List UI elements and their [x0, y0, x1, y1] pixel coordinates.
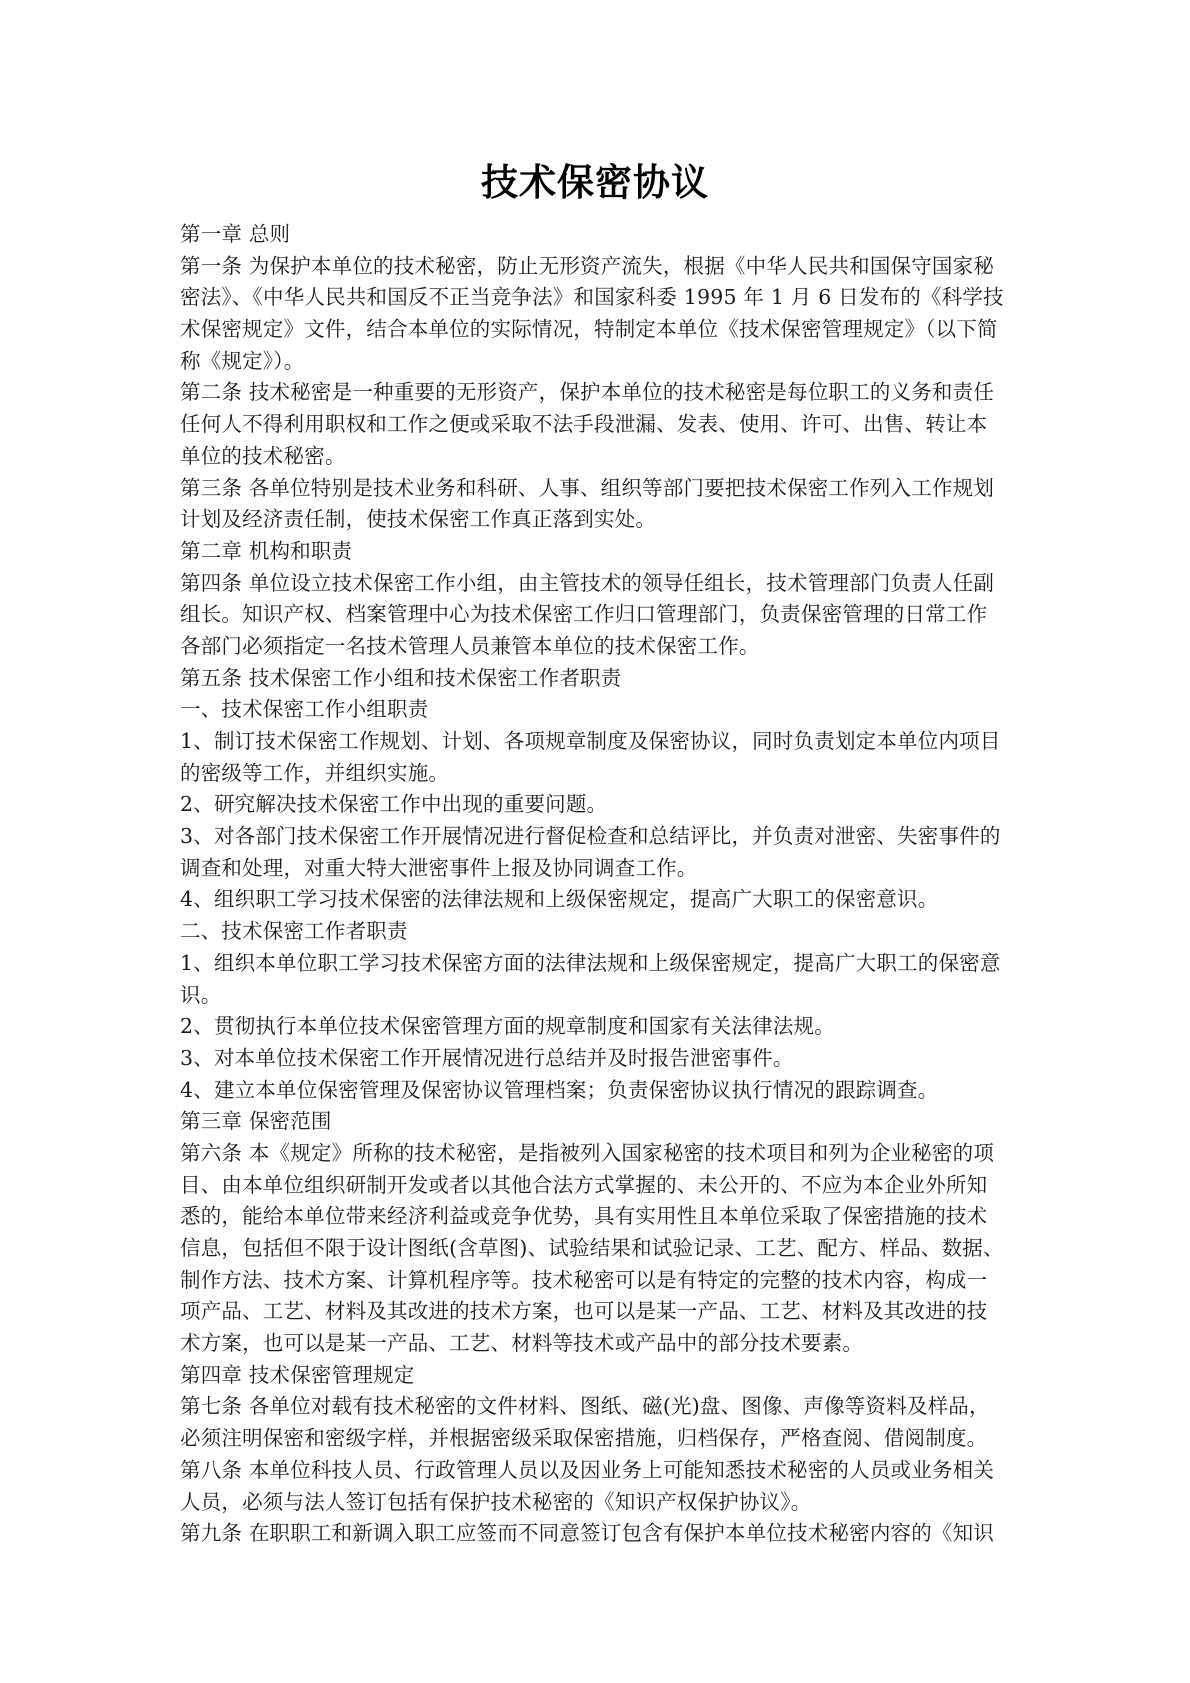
- group-duty-4: 4、组织职工学习技术保密的法律法规和上级保密规定，提高广大职工的保密意识。: [180, 887, 939, 912]
- article-5-heading: 第五条 技术保密工作小组和技术保密工作者职责: [180, 665, 622, 690]
- chapter-heading-3: 第三章 保密范围: [180, 1109, 332, 1134]
- article-6-line-3: 悉的，能给本单位带来经济利益或竞争优势，具有实用性且本单位采取了保密措施的技术: [180, 1204, 988, 1229]
- section-heading-group-duties: 一、技术保密工作小组职责: [180, 697, 429, 722]
- article-2-line-3: 单位的技术秘密。: [180, 443, 346, 468]
- article-2-line-1: 第二条 技术秘密是一种重要的无形资产，保护本单位的技术秘密是每位职工的义务和责任: [180, 380, 995, 405]
- article-1-line-2: 密法》、《中华人民共和国反不正当竞争法》和国家科委 1995 年 1 月 6 日发布的《科学技: [180, 285, 1004, 310]
- article-6-line-6: 项产品、工艺、材料及其改进的技术方案，也可以是某一产品、工艺、材料及其改进的技: [180, 1299, 988, 1324]
- group-duty-1-line-2: 的密级等工作，并组织实施。: [180, 760, 450, 785]
- group-duty-3-line-1: 3、对各部门技术保密工作开展情况进行督促检查和总结评比，并负责对泄密、失密事件的: [180, 824, 1001, 849]
- worker-duty-3: 3、对本单位技术保密工作开展情况进行总结并及时报告泄密事件。: [180, 1045, 794, 1070]
- article-7-line-2: 必须注明保密和密级字样，并根据密级采取保密措施，归档保存，严格查阅、借阅制度。: [180, 1426, 988, 1451]
- group-duty-2: 2、研究解决技术保密工作中出现的重要问题。: [180, 792, 608, 817]
- article-7-line-1: 第七条 各单位对载有技术秘密的文件材料、图纸、磁(光)盘、图像、声像等资料及样品，: [180, 1394, 990, 1419]
- article-1-line-1: 第一条 为保护本单位的技术秘密，防止无形资产流失，根据《中华人民共和国保守国家秘: [180, 253, 995, 278]
- group-duty-3-line-2: 调查和处理，对重大特大泄密事件上报及协同调查工作。: [180, 855, 698, 880]
- article-4-line-1: 第四条 单位设立技术保密工作小组，由主管技术的领导任组长，技术管理部门负责人任副: [180, 570, 995, 595]
- article-6-line-1: 第六条 本《规定》所称的技术秘密，是指被列入国家秘密的技术项目和列为企业秘密的项: [180, 1140, 995, 1165]
- chapter-heading-2: 第二章 机构和职责: [180, 538, 353, 563]
- article-6-line-2: 目、由本单位组织研制开发或者以其他合法方式掌握的、未公开的、不应为本企业外所知: [180, 1172, 988, 1197]
- worker-duty-1-line-1: 1、组织本单位职工学习技术保密方面的法律法规和上级保密规定，提高广大职工的保密意: [180, 950, 1001, 975]
- worker-duty-1-line-2: 识。: [180, 982, 222, 1007]
- article-6-line-7: 术方案，也可以是某一产品、工艺、材料等技术或产品中的部分技术要素。: [180, 1331, 864, 1356]
- article-8-line-2: 人员，必须与法人签订包括有保护技术秘密的《知识产权保护协议》。: [180, 1489, 812, 1514]
- article-1-line-3: 术保密规定》文件，结合本单位的实际情况，特制定本单位《技术保密管理规定》（以下简: [180, 317, 998, 342]
- document-body: [180, 219, 1020, 1550]
- article-6-line-5: 制作方法、技术方案、计算机程序等。技术秘密可以是有特定的完整的技术内容，构成一: [180, 1267, 988, 1292]
- article-3-line-1: 第三条 各单位特别是技术业务和科研、人事、组织等部门要把技术保密工作列入工作规划: [180, 475, 995, 500]
- worker-duty-4: 4、建立本单位保密管理及保密协议管理档案；负责保密协议执行情况的跟踪调查。: [180, 1077, 939, 1102]
- document-title: 技术保密协议: [481, 160, 709, 204]
- article-1-line-4: 称《规定》）。: [180, 348, 305, 373]
- article-8-line-1: 第八条 本单位科技人员、行政管理人员以及因业务上可能知悉技术秘密的人员或业务相关: [180, 1457, 995, 1482]
- article-9-line-1: 第九条 在职职工和新调入职工应签而不同意签订包含有保护本单位技术秘密内容的《知识: [180, 1521, 995, 1546]
- article-4-line-2: 组长。知识产权、档案管理中心为技术保密工作归口管理部门，负责保密管理的日常工作: [180, 602, 988, 627]
- group-duty-1-line-1: 1、制订技术保密工作规划、计划、各项规章制度及保密协议，同时负责划定本单位内项目: [180, 729, 1001, 753]
- article-4-line-3: 各部门必须指定一名技术管理人员兼管本单位的技术保密工作。: [180, 633, 760, 658]
- article-3-line-2: 计划及经济责任制，使技术保密工作真正落到实处。: [180, 507, 657, 532]
- section-heading-worker-duties: 二、技术保密工作者职责: [180, 919, 408, 944]
- article-2-line-2: 任何人不得利用职权和工作之便或采取不法手段泄漏、发表、使用、许可、出售、转让本: [180, 412, 988, 437]
- chapter-heading-1: 第一章 总则: [180, 222, 291, 246]
- worker-duty-2: 2、贯彻执行本单位技术保密管理方面的规章制度和国家有关法律法规。: [180, 1014, 835, 1039]
- chapter-heading-4: 第四章 技术保密管理规定: [180, 1362, 415, 1387]
- article-6-line-4: 信息，包括但不限于设计图纸(含草图)、试验结果和试验记录、工艺、配方、样品、数据、: [180, 1236, 1004, 1260]
